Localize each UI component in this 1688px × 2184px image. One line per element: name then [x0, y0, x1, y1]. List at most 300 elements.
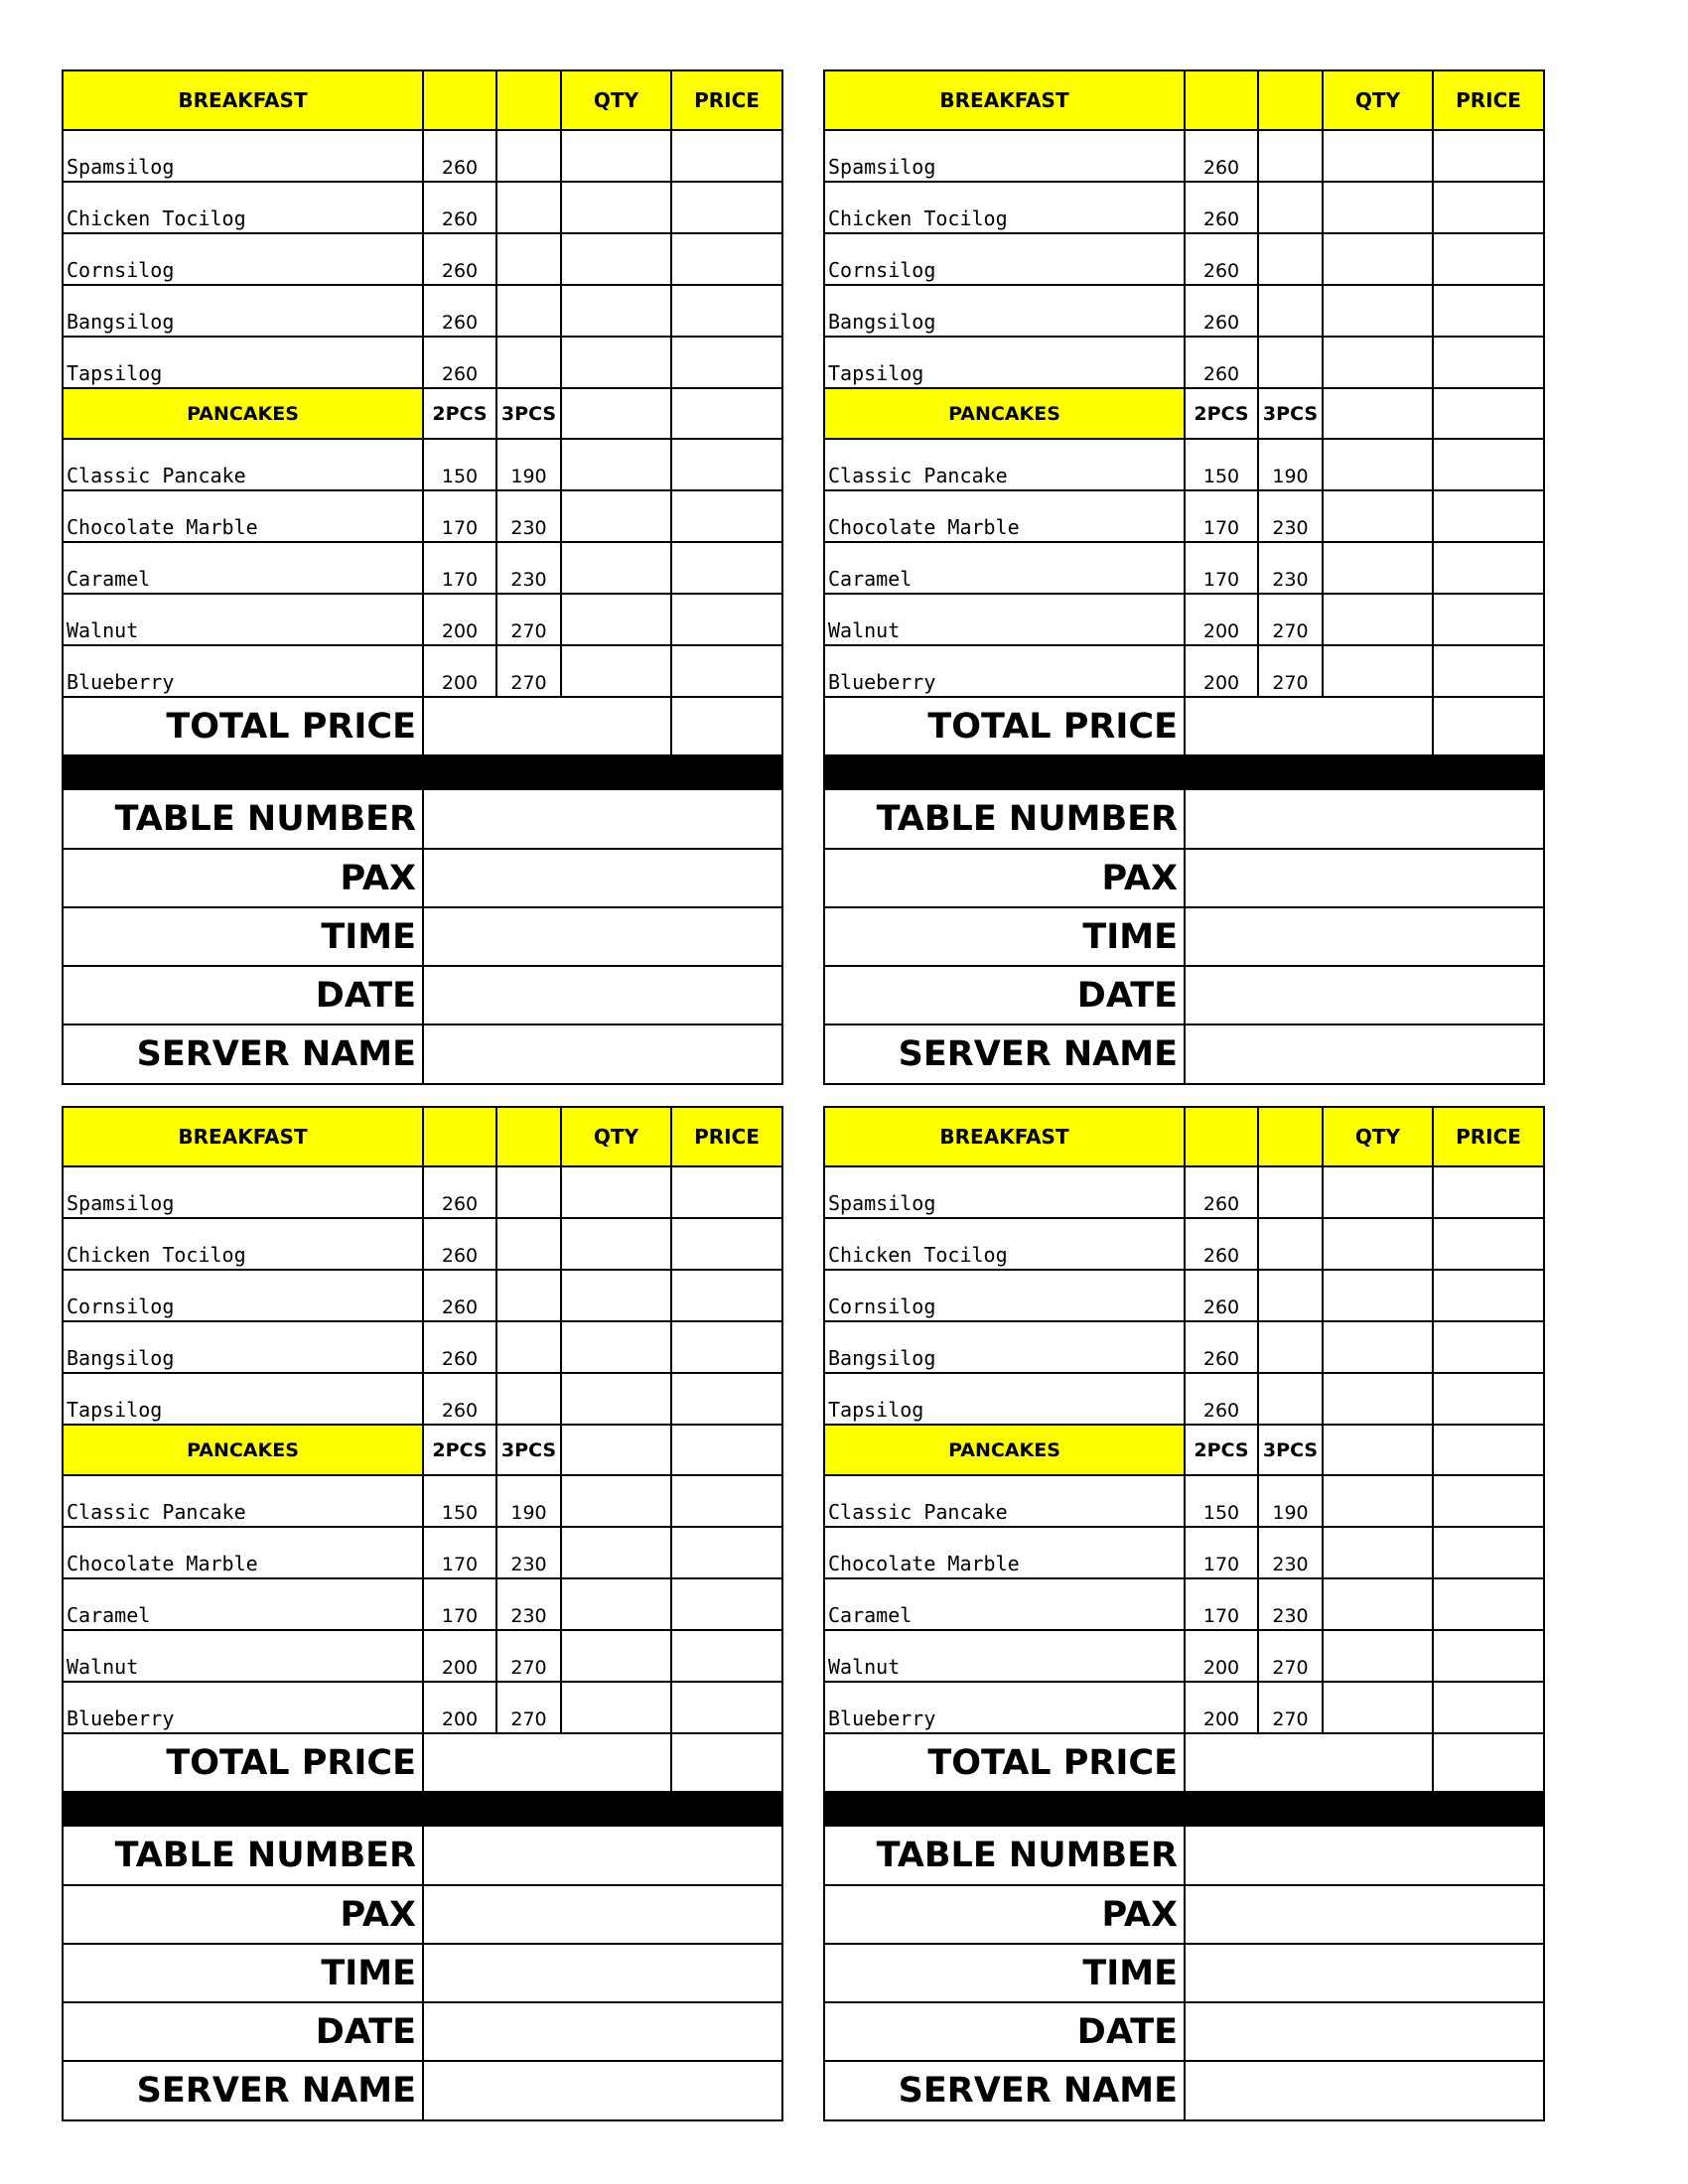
time-row — [64, 1944, 781, 2002]
price-2pcs: 150 — [423, 439, 496, 490]
item-name: Chicken Tocilog — [64, 182, 423, 233]
total-price-label: TOTAL PRICE — [825, 1733, 1185, 1792]
qty-entry-cell[interactable] — [1323, 1578, 1433, 1630]
qty-entry-cell[interactable] — [561, 1527, 671, 1578]
price-3pcs: 190 — [496, 439, 561, 490]
price-3pcs: 230 — [1258, 1578, 1323, 1630]
qty-entry-cell[interactable] — [561, 233, 671, 285]
breakfast-item-row — [64, 1218, 781, 1270]
item-price: 260 — [1185, 337, 1258, 388]
price-2pcs: 200 — [423, 1630, 496, 1682]
price-entry-cell[interactable] — [1433, 490, 1543, 542]
breakfast-item-row — [825, 1373, 1543, 1425]
qty-entry-cell[interactable] — [561, 1475, 671, 1527]
price-entry-cell[interactable] — [1433, 1682, 1543, 1733]
price-3pcs: 190 — [1258, 1475, 1323, 1527]
price-entry-cell[interactable] — [671, 1166, 781, 1218]
breakfast-item-row — [64, 233, 781, 285]
qty-entry-cell[interactable] — [561, 490, 671, 542]
price-2pcs: 200 — [1185, 1630, 1258, 1682]
pancake-item-row — [64, 1578, 781, 1630]
price-entry-cell[interactable] — [671, 233, 781, 285]
price-3pcs: 230 — [1258, 1527, 1323, 1578]
pancake-item-row — [825, 594, 1543, 645]
price-entry-cell[interactable] — [671, 1682, 781, 1733]
server-name-row — [825, 1024, 1543, 1083]
item-name: Classic Pancake — [825, 1475, 1185, 1527]
item-name: Cornsilog — [825, 1270, 1185, 1321]
price-entry-cell[interactable] — [1433, 388, 1543, 439]
qty-entry-cell[interactable] — [1323, 233, 1433, 285]
order-form-4 — [823, 1106, 1545, 2121]
item-price: 260 — [1185, 1373, 1258, 1425]
time-row — [64, 907, 781, 966]
price-entry-cell[interactable] — [671, 1425, 781, 1475]
total-price-label: TOTAL PRICE — [64, 1733, 423, 1792]
qty-entry-cell[interactable] — [1323, 388, 1433, 439]
three-pcs-header: 3PCS — [496, 1425, 561, 1475]
price-entry-cell[interactable] — [671, 439, 781, 490]
qty-entry-cell[interactable] — [561, 130, 671, 182]
item-name: Blueberry — [825, 1682, 1185, 1733]
item-name: Chicken Tocilog — [825, 1218, 1185, 1270]
pax-field[interactable] — [423, 849, 781, 907]
price-3pcs: 270 — [496, 645, 561, 697]
header-blank-cell — [496, 71, 561, 130]
qty-entry-cell[interactable] — [1323, 1166, 1433, 1218]
order-table — [64, 1108, 781, 2119]
price-2pcs: 170 — [1185, 1578, 1258, 1630]
qty-entry-cell[interactable] — [561, 182, 671, 233]
pax-row — [64, 849, 781, 907]
empty-cell — [496, 1166, 561, 1218]
breakfast-item-row — [825, 182, 1543, 233]
pancake-item-row — [825, 1578, 1543, 1630]
breakfast-item-row — [825, 1166, 1543, 1218]
empty-cell — [496, 285, 561, 337]
total-blank-cell — [1185, 697, 1433, 755]
header-blank-cell — [423, 71, 496, 130]
table-number-field[interactable] — [1185, 790, 1543, 849]
server-name-field[interactable] — [1185, 1024, 1543, 1083]
table-number-field[interactable] — [423, 790, 781, 849]
empty-cell — [496, 130, 561, 182]
price-3pcs: 190 — [496, 1475, 561, 1527]
date-label: DATE — [825, 2002, 1185, 2061]
price-entry-cell[interactable] — [1433, 542, 1543, 594]
qty-entry-cell[interactable] — [561, 1218, 671, 1270]
time-row — [825, 907, 1543, 966]
table-number-row — [825, 790, 1543, 849]
empty-cell — [1258, 1373, 1323, 1425]
qty-entry-cell[interactable] — [1323, 337, 1433, 388]
price-2pcs: 170 — [1185, 542, 1258, 594]
item-name: Bangsilog — [64, 1321, 423, 1373]
price-entry-cell[interactable] — [671, 542, 781, 594]
price-entry-cell[interactable] — [1433, 594, 1543, 645]
item-name: Blueberry — [64, 1682, 423, 1733]
three-pcs-header: 3PCS — [1258, 388, 1323, 439]
order-form-3 — [62, 1106, 783, 2121]
price-entry-cell[interactable] — [671, 1218, 781, 1270]
item-name: Chicken Tocilog — [64, 1218, 423, 1270]
qty-entry-cell[interactable] — [1323, 490, 1433, 542]
pancakes-header-row — [64, 388, 781, 439]
breakfast-item-row — [64, 1166, 781, 1218]
price-entry-cell[interactable] — [671, 130, 781, 182]
price-2pcs: 170 — [423, 1578, 496, 1630]
qty-entry-cell[interactable] — [561, 594, 671, 645]
time-label: TIME — [64, 1944, 423, 2002]
date-label: DATE — [64, 2002, 423, 2061]
pancake-item-row — [825, 1682, 1543, 1733]
item-name: Classic Pancake — [825, 439, 1185, 490]
item-price: 260 — [1185, 1218, 1258, 1270]
qty-entry-cell[interactable] — [1323, 1682, 1433, 1733]
item-price: 260 — [1185, 1270, 1258, 1321]
price-entry-cell[interactable] — [1433, 439, 1543, 490]
price-3pcs: 270 — [1258, 645, 1323, 697]
price-entry-cell[interactable] — [671, 1578, 781, 1630]
qty-entry-cell[interactable] — [561, 1166, 671, 1218]
item-price: 260 — [423, 1270, 496, 1321]
price-entry-cell[interactable] — [1433, 1630, 1543, 1682]
item-price: 260 — [1185, 233, 1258, 285]
empty-cell — [496, 1373, 561, 1425]
date-field[interactable] — [1185, 2002, 1543, 2061]
breakfast-item-row — [64, 285, 781, 337]
breakfast-item-row — [825, 130, 1543, 182]
time-field[interactable] — [423, 1944, 781, 2002]
order-form-2 — [823, 69, 1545, 1085]
total-price-entry[interactable] — [1433, 697, 1543, 755]
qty-header: QTY — [1323, 1108, 1433, 1166]
pancake-item-row — [64, 490, 781, 542]
price-entry-cell[interactable] — [1433, 1527, 1543, 1578]
breakfast-item-row — [64, 1321, 781, 1373]
empty-cell — [496, 337, 561, 388]
qty-entry-cell[interactable] — [1323, 1373, 1433, 1425]
price-2pcs: 150 — [423, 1475, 496, 1527]
breakfast-header: BREAKFAST — [825, 71, 1185, 130]
price-entry-cell[interactable] — [1433, 1578, 1543, 1630]
date-field[interactable] — [423, 966, 781, 1024]
price-entry-cell[interactable] — [671, 1373, 781, 1425]
price-3pcs: 270 — [1258, 594, 1323, 645]
qty-entry-cell[interactable] — [1323, 1321, 1433, 1373]
order-form-1 — [62, 69, 783, 1085]
item-name: Walnut — [825, 594, 1185, 645]
price-entry-cell[interactable] — [1433, 1166, 1543, 1218]
server-name-row — [64, 1024, 781, 1083]
header-blank-cell — [496, 1108, 561, 1166]
price-3pcs: 230 — [496, 1578, 561, 1630]
pancake-item-row — [825, 1527, 1543, 1578]
qty-entry-cell[interactable] — [561, 1321, 671, 1373]
item-price: 260 — [1185, 285, 1258, 337]
qty-entry-cell[interactable] — [561, 1682, 671, 1733]
price-entry-cell[interactable] — [671, 182, 781, 233]
qty-entry-cell[interactable] — [1323, 542, 1433, 594]
empty-cell — [1258, 1166, 1323, 1218]
price-2pcs: 150 — [1185, 439, 1258, 490]
breakfast-item-row — [64, 1373, 781, 1425]
item-price: 260 — [423, 1321, 496, 1373]
time-field[interactable] — [1185, 1944, 1543, 2002]
item-name: Cornsilog — [64, 233, 423, 285]
empty-cell — [496, 182, 561, 233]
pancake-item-row — [64, 439, 781, 490]
pancake-item-row — [64, 645, 781, 697]
qty-header: QTY — [561, 1108, 671, 1166]
header-blank-cell — [1258, 1108, 1323, 1166]
price-entry-cell[interactable] — [671, 1527, 781, 1578]
item-name: Spamsilog — [64, 130, 423, 182]
pancake-item-row — [825, 1475, 1543, 1527]
item-name: Caramel — [64, 542, 423, 594]
qty-entry-cell[interactable] — [1323, 645, 1433, 697]
separator-bar-cell — [64, 1792, 781, 1827]
breakfast-item-row — [825, 1321, 1543, 1373]
table-number-row — [64, 790, 781, 849]
qty-entry-cell[interactable] — [561, 1270, 671, 1321]
item-name: Bangsilog — [825, 1321, 1185, 1373]
pax-row — [64, 1885, 781, 1944]
total-price-row — [825, 697, 1543, 755]
pax-field[interactable] — [1185, 1885, 1543, 1944]
empty-cell — [1258, 1270, 1323, 1321]
separator-bar — [825, 755, 1543, 790]
time-field[interactable] — [1185, 907, 1543, 966]
price-entry-cell[interactable] — [671, 337, 781, 388]
item-name: Caramel — [825, 542, 1185, 594]
item-name: Chocolate Marble — [64, 1527, 423, 1578]
empty-cell — [496, 1270, 561, 1321]
qty-entry-cell[interactable] — [1323, 1527, 1433, 1578]
total-price-entry[interactable] — [671, 697, 781, 755]
breakfast-item-row — [64, 1270, 781, 1321]
item-name: Chicken Tocilog — [825, 182, 1185, 233]
qty-entry-cell[interactable] — [1323, 1630, 1433, 1682]
price-2pcs: 200 — [1185, 645, 1258, 697]
breakfast-header-row — [825, 71, 1543, 130]
date-field[interactable] — [423, 2002, 781, 2061]
qty-entry-cell[interactable] — [561, 542, 671, 594]
price-entry-cell[interactable] — [671, 1630, 781, 1682]
item-name: Cornsilog — [64, 1270, 423, 1321]
header-blank-cell — [423, 1108, 496, 1166]
item-name: Caramel — [64, 1578, 423, 1630]
server-name-label: SERVER NAME — [825, 1024, 1185, 1083]
empty-cell — [1258, 233, 1323, 285]
price-entry-cell[interactable] — [1433, 182, 1543, 233]
price-2pcs: 200 — [1185, 594, 1258, 645]
price-entry-cell[interactable] — [1433, 1270, 1543, 1321]
server-name-label: SERVER NAME — [64, 1024, 423, 1083]
price-3pcs: 270 — [496, 594, 561, 645]
empty-cell — [496, 233, 561, 285]
empty-cell — [1258, 182, 1323, 233]
qty-entry-cell[interactable] — [1323, 1475, 1433, 1527]
time-label: TIME — [825, 1944, 1185, 2002]
time-label: TIME — [825, 907, 1185, 966]
pancake-item-row — [64, 1527, 781, 1578]
table-number-row — [64, 1827, 781, 1885]
table-number-field[interactable] — [423, 1827, 781, 1885]
price-entry-cell[interactable] — [1433, 1373, 1543, 1425]
qty-entry-cell[interactable] — [561, 285, 671, 337]
empty-cell — [1258, 285, 1323, 337]
qty-entry-cell[interactable] — [1323, 594, 1433, 645]
qty-entry-cell[interactable] — [561, 1578, 671, 1630]
breakfast-header: BREAKFAST — [64, 1108, 423, 1166]
qty-entry-cell[interactable] — [561, 1425, 671, 1475]
header-blank-cell — [1258, 71, 1323, 130]
price-2pcs: 200 — [423, 1682, 496, 1733]
breakfast-item-row — [64, 182, 781, 233]
breakfast-item-row — [825, 285, 1543, 337]
item-name: Cornsilog — [825, 233, 1185, 285]
price-entry-cell[interactable] — [1433, 337, 1543, 388]
qty-entry-cell[interactable] — [1323, 182, 1433, 233]
qty-entry-cell[interactable] — [561, 337, 671, 388]
price-3pcs: 270 — [1258, 1630, 1323, 1682]
price-entry-cell[interactable] — [671, 1270, 781, 1321]
qty-entry-cell[interactable] — [561, 1630, 671, 1682]
separator-bar-cell — [825, 755, 1543, 790]
pancake-item-row — [64, 1630, 781, 1682]
pax-field[interactable] — [423, 1885, 781, 1944]
qty-entry-cell[interactable] — [1323, 1218, 1433, 1270]
total-price-entry[interactable] — [671, 1733, 781, 1792]
price-3pcs: 270 — [1258, 1682, 1323, 1733]
time-field[interactable] — [423, 907, 781, 966]
qty-entry-cell[interactable] — [1323, 439, 1433, 490]
date-field[interactable] — [1185, 966, 1543, 1024]
item-price: 260 — [423, 130, 496, 182]
breakfast-header-row — [64, 71, 781, 130]
qty-entry-cell[interactable] — [561, 439, 671, 490]
time-row — [825, 1944, 1543, 2002]
qty-entry-cell[interactable] — [1323, 130, 1433, 182]
item-name: Walnut — [825, 1630, 1185, 1682]
price-entry-cell[interactable] — [671, 1321, 781, 1373]
qty-entry-cell[interactable] — [561, 388, 671, 439]
table-number-label: TABLE NUMBER — [64, 790, 423, 849]
table-number-label: TABLE NUMBER — [825, 790, 1185, 849]
item-name: Walnut — [64, 594, 423, 645]
breakfast-header: BREAKFAST — [64, 71, 423, 130]
price-entry-cell[interactable] — [671, 388, 781, 439]
item-price: 260 — [1185, 130, 1258, 182]
pancake-item-row — [64, 542, 781, 594]
breakfast-item-row — [825, 337, 1543, 388]
price-entry-cell[interactable] — [671, 490, 781, 542]
price-entry-cell[interactable] — [1433, 1475, 1543, 1527]
qty-entry-cell[interactable] — [1323, 1425, 1433, 1475]
pancakes-header: PANCAKES — [825, 388, 1185, 439]
pax-field[interactable] — [1185, 849, 1543, 907]
item-name: Classic Pancake — [64, 439, 423, 490]
empty-cell — [496, 1321, 561, 1373]
price-entry-cell[interactable] — [1433, 1321, 1543, 1373]
price-entry-cell[interactable] — [1433, 1425, 1543, 1475]
pancake-item-row — [64, 594, 781, 645]
total-price-row — [64, 1733, 781, 1792]
table-number-field[interactable] — [1185, 1827, 1543, 1885]
item-price: 260 — [423, 285, 496, 337]
date-row — [825, 2002, 1543, 2061]
date-row — [64, 966, 781, 1024]
pancakes-header: PANCAKES — [64, 388, 423, 439]
price-entry-cell[interactable] — [1433, 1218, 1543, 1270]
breakfast-item-row — [64, 337, 781, 388]
item-name: Tapsilog — [825, 1373, 1185, 1425]
item-name: Spamsilog — [825, 1166, 1185, 1218]
server-name-field[interactable] — [423, 1024, 781, 1083]
time-label: TIME — [64, 907, 423, 966]
item-name: Chocolate Marble — [825, 490, 1185, 542]
header-blank-cell — [1185, 1108, 1258, 1166]
price-entry-cell[interactable] — [1433, 645, 1543, 697]
total-price-entry[interactable] — [1433, 1733, 1543, 1792]
order-table — [825, 71, 1543, 1083]
price-header: PRICE — [1433, 1108, 1543, 1166]
total-blank-cell — [1185, 1733, 1433, 1792]
price-entry-cell[interactable] — [671, 645, 781, 697]
item-price: 260 — [1185, 1166, 1258, 1218]
table-number-label: TABLE NUMBER — [64, 1827, 423, 1885]
order-table — [825, 1108, 1543, 2119]
separator-bar — [825, 1792, 1543, 1827]
server-name-field[interactable] — [1185, 2061, 1543, 2119]
header-blank-cell — [1185, 71, 1258, 130]
pancake-item-row — [64, 1475, 781, 1527]
price-3pcs: 230 — [496, 542, 561, 594]
qty-entry-cell[interactable] — [561, 645, 671, 697]
item-name: Blueberry — [825, 645, 1185, 697]
pax-label: PAX — [825, 849, 1185, 907]
item-price: 260 — [423, 1373, 496, 1425]
price-entry-cell[interactable] — [1433, 130, 1543, 182]
qty-entry-cell[interactable] — [1323, 285, 1433, 337]
price-entry-cell[interactable] — [671, 594, 781, 645]
empty-cell — [1258, 1321, 1323, 1373]
table-number-label: TABLE NUMBER — [825, 1827, 1185, 1885]
pancake-item-row — [64, 1682, 781, 1733]
item-name: Spamsilog — [825, 130, 1185, 182]
breakfast-header-row — [64, 1108, 781, 1166]
two-pcs-header: 2PCS — [423, 1425, 496, 1475]
qty-entry-cell[interactable] — [1323, 1270, 1433, 1321]
server-name-field[interactable] — [423, 2061, 781, 2119]
total-price-row — [825, 1733, 1543, 1792]
pancakes-header: PANCAKES — [64, 1425, 423, 1475]
server-name-label: SERVER NAME — [825, 2061, 1185, 2119]
item-name: Blueberry — [64, 645, 423, 697]
price-3pcs: 270 — [496, 1682, 561, 1733]
pancake-item-row — [825, 439, 1543, 490]
date-row — [825, 966, 1543, 1024]
price-entry-cell[interactable] — [1433, 285, 1543, 337]
price-entry-cell[interactable] — [1433, 233, 1543, 285]
breakfast-header-row — [825, 1108, 1543, 1166]
price-header: PRICE — [671, 71, 781, 130]
qty-entry-cell[interactable] — [561, 1373, 671, 1425]
price-entry-cell[interactable] — [671, 285, 781, 337]
price-entry-cell[interactable] — [671, 1475, 781, 1527]
price-2pcs: 150 — [1185, 1475, 1258, 1527]
